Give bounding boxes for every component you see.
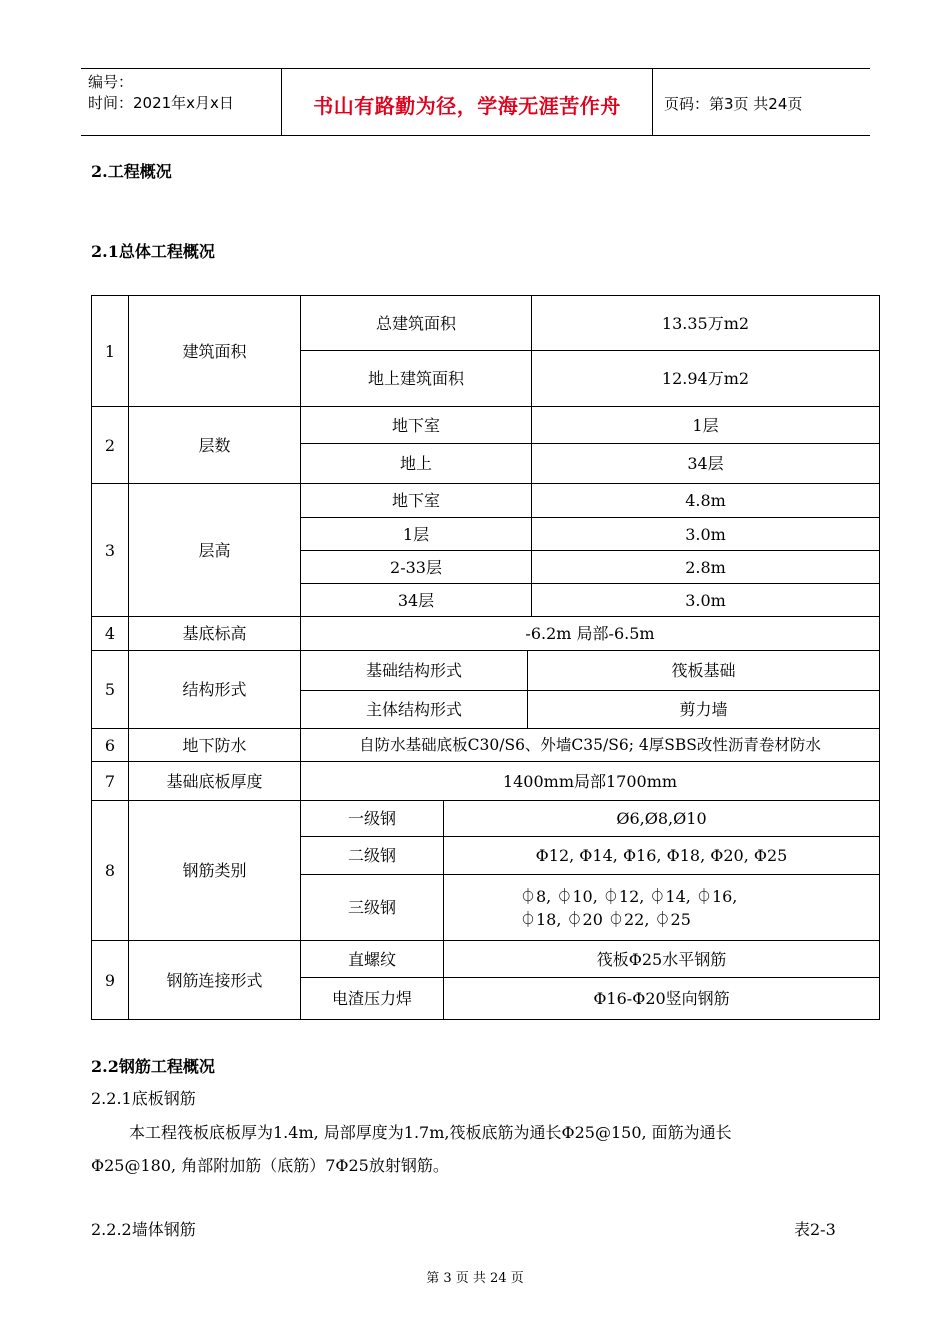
sub-value: 2.8m bbox=[532, 551, 880, 584]
sub-value: Φ16-Φ20竖向钢筋 bbox=[444, 978, 880, 1020]
sub-value: Ø6,Ø8,Ø10 bbox=[444, 801, 880, 837]
page-footer: 第 3 页 共 24 页 bbox=[426, 1271, 524, 1286]
sub-value: 3.0m bbox=[532, 518, 880, 551]
sub-label: 地上建筑面积 bbox=[301, 351, 532, 407]
sub-value: Φ12, Φ14, Φ16, Φ18, Φ20, Φ25 bbox=[444, 837, 880, 875]
sub-label: 总建筑面积 bbox=[301, 296, 532, 351]
header-page-number: 页码：第3页 共24页 bbox=[664, 95, 803, 113]
sub-label: 34层 bbox=[301, 584, 532, 617]
header-motto: 书山有路勤为径，学海无涯苦作舟 bbox=[313, 94, 621, 118]
table-row bbox=[92, 296, 880, 351]
row-item: 建筑面积 bbox=[129, 296, 301, 407]
sub-value: 1层 bbox=[532, 407, 880, 444]
table-row bbox=[92, 941, 880, 978]
table-row bbox=[92, 762, 880, 801]
row-number: 9 bbox=[92, 941, 129, 1020]
sub-label: 直螺纹 bbox=[301, 941, 444, 978]
section-2-title: 2.工程概况 bbox=[91, 162, 172, 181]
row-number: 7 bbox=[92, 762, 129, 801]
table-row bbox=[92, 651, 880, 691]
header-time: 时间：2021年x月x日 bbox=[88, 94, 234, 112]
header-meta bbox=[88, 72, 234, 114]
sub-label: 基础结构形式 bbox=[301, 651, 528, 691]
row-value: -6.2m 局部-6.5m bbox=[301, 617, 880, 651]
sub-label: 电渣压力焊 bbox=[301, 978, 444, 1020]
section-2-1-title: 2.1总体工程概况 bbox=[91, 242, 215, 261]
section-2-2-title: 2.2钢筋工程概况 bbox=[91, 1057, 215, 1076]
grade-3-line1: ⏀8, ⏀10, ⏀12, ⏀14, ⏀16, bbox=[520, 886, 738, 906]
sub-label: 主体结构形式 bbox=[301, 691, 528, 729]
table-row bbox=[92, 617, 880, 651]
grade-3-line2: ⏀18, ⏀20 ⏀22, ⏀25 bbox=[520, 909, 691, 929]
para-line-2: Φ25@180, 角部附加筋（底筋）7Φ25放射钢筋。 bbox=[91, 1156, 449, 1175]
project-overview-table bbox=[91, 295, 880, 1020]
table-row bbox=[92, 729, 880, 762]
row-item: 层数 bbox=[129, 407, 301, 484]
sub-value: 12.94万m2 bbox=[532, 351, 880, 407]
sub-value: 4.8m bbox=[532, 484, 880, 518]
sub-label: 二级钢 bbox=[301, 837, 444, 875]
row-number: 4 bbox=[92, 617, 129, 651]
row-value: 1400mm局部1700mm bbox=[301, 762, 880, 801]
sub-label: 地下室 bbox=[301, 407, 532, 444]
row-number: 2 bbox=[92, 407, 129, 484]
sub-label: 2-33层 bbox=[301, 551, 532, 584]
sub-value: 筏板基础 bbox=[528, 651, 880, 691]
row-item: 层高 bbox=[129, 484, 301, 617]
row-item: 基础底板厚度 bbox=[129, 762, 301, 801]
sub-label: 地下室 bbox=[301, 484, 532, 518]
row-number: 3 bbox=[92, 484, 129, 617]
row-item: 结构形式 bbox=[129, 651, 301, 729]
sub-value bbox=[444, 875, 880, 941]
row-number: 6 bbox=[92, 729, 129, 762]
sub-label: 1层 bbox=[301, 518, 532, 551]
row-number: 5 bbox=[92, 651, 129, 729]
row-item: 钢筋连接形式 bbox=[129, 941, 301, 1020]
row-value: 自防水基础底板C30/S6、外墙C35/S6; 4厚SBS改性沥青卷材防水 bbox=[301, 729, 880, 762]
sub-label: 地上 bbox=[301, 444, 532, 484]
row-item: 地下防水 bbox=[129, 729, 301, 762]
section-2-2-1-title: 2.2.1底板钢筋 bbox=[91, 1089, 196, 1108]
sub-label: 三级钢 bbox=[301, 875, 444, 941]
row-item: 基底标高 bbox=[129, 617, 301, 651]
sub-value: 3.0m bbox=[532, 584, 880, 617]
header-number: 编号： bbox=[88, 73, 134, 91]
table-reference: 表2-3 bbox=[794, 1220, 836, 1239]
sub-value: 剪力墙 bbox=[528, 691, 880, 729]
row-item: 钢筋类别 bbox=[129, 801, 301, 941]
sub-label: 一级钢 bbox=[301, 801, 444, 837]
row-number: 8 bbox=[92, 801, 129, 941]
row-number: 1 bbox=[92, 296, 129, 407]
sub-value: 筏板Φ25水平钢筋 bbox=[444, 941, 880, 978]
para-line-1: 本工程筏板底板厚为1.4m, 局部厚度为1.7m,筏板底筋为通长Φ25@150, 面筋为通长 bbox=[129, 1123, 732, 1142]
section-2-2-2-title: 2.2.2墙体钢筋 bbox=[91, 1220, 196, 1239]
table-row bbox=[92, 407, 880, 444]
sub-value: 13.35万m2 bbox=[532, 296, 880, 351]
sub-value: 34层 bbox=[532, 444, 880, 484]
table-row bbox=[92, 801, 880, 837]
table-row bbox=[92, 484, 880, 518]
